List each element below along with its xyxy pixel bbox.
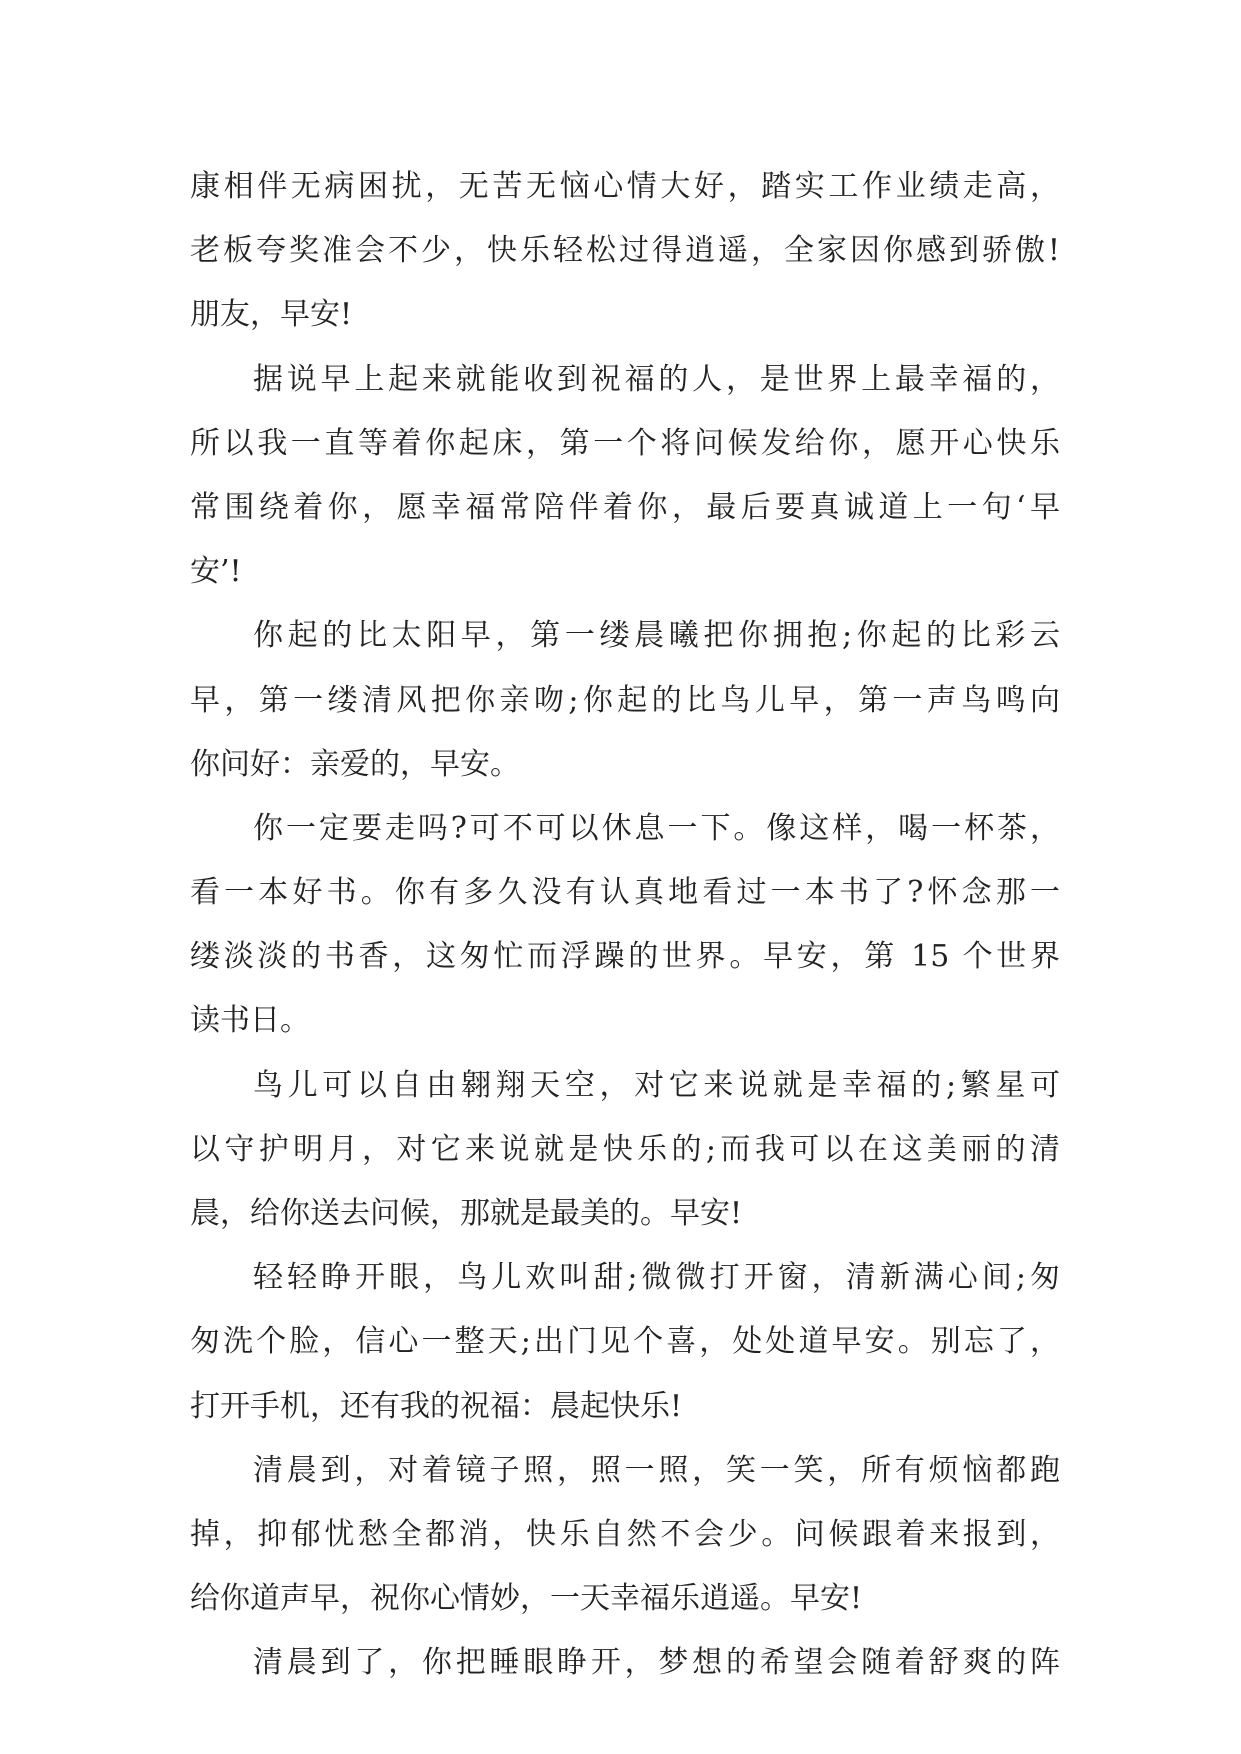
text-line: 以守护明月，对它来说就是快乐的;而我可以在这美丽的清 [190,1131,1060,1167]
text-line: 读书日。 [190,1003,310,1039]
text-line: 给你道声早，祝你心情妙，一天幸福乐逍遥。早安! [190,1581,863,1617]
text-line: 安’! [190,554,242,590]
text-line: 鸟儿可以自由翱翔天空，对它来说就是幸福的;繁星可 [253,1067,1060,1103]
text-line: 清晨到，对着镜子照，照一照，笑一笑，所有烦恼都跑 [253,1452,1060,1488]
text-line: 康相伴无病困扰，无苦无恼心情大好，踏实工作业绩走高， [190,169,1060,204]
text-line: 掉，抑郁忧愁全都消，快乐自然不会少。问候跟着来报到， [190,1516,1060,1552]
text-line: 你起的比太阳早，第一缕晨曦把你拥抱;你起的比彩云 [253,618,1060,654]
text-line: 你问好：亲爱的，早安。 [190,746,520,782]
text-line: 晨，给你送去问候，那就是最美的。早安! [190,1196,743,1231]
text-line: 所以我一直等着你起床，第一个将问候发给你，愿开心快乐 [190,425,1060,461]
text-line: 轻轻睁开眼，鸟儿欢叫甜;微微打开窗，清新满心间;匆 [253,1260,1060,1296]
text-line: 早，第一缕清风把你亲吻;你起的比鸟儿早，第一声鸟鸣向 [190,682,1060,718]
text-line: 你一定要走吗?可不可以休息一下。像这样，喝一杯茶， [253,810,1060,846]
text-line: 匆洗个脸，信心一整天;出门见个喜，处处道早安。别忘了， [190,1324,1060,1360]
text-line: 朋友，早安! [190,297,353,333]
text-line: 打开手机，还有我的祝福：晨起快乐! [190,1388,683,1424]
text-line: 老板夸奖准会不少，快乐轻松过得逍遥，全家因你感到骄傲! [190,233,1060,269]
document-body [190,155,1060,1696]
text-line: 常围绕着你，愿幸福常陪伴着你，最后要真诚道上一句‘早 [190,489,1060,525]
text-line: 缕淡淡的书香，这匆忙而浮躁的世界。早安，第 15 个世界 [190,939,1060,975]
text-line: 据说早上起来就能收到祝福的人，是世界上最幸福的， [253,361,1060,397]
text-line: 看一本好书。你有多久没有认真地看过一本书了?怀念那一 [190,875,1060,911]
text-line: 清晨到了，你把睡眼睁开，梦想的希望会随着舒爽的阵 [253,1645,1060,1681]
